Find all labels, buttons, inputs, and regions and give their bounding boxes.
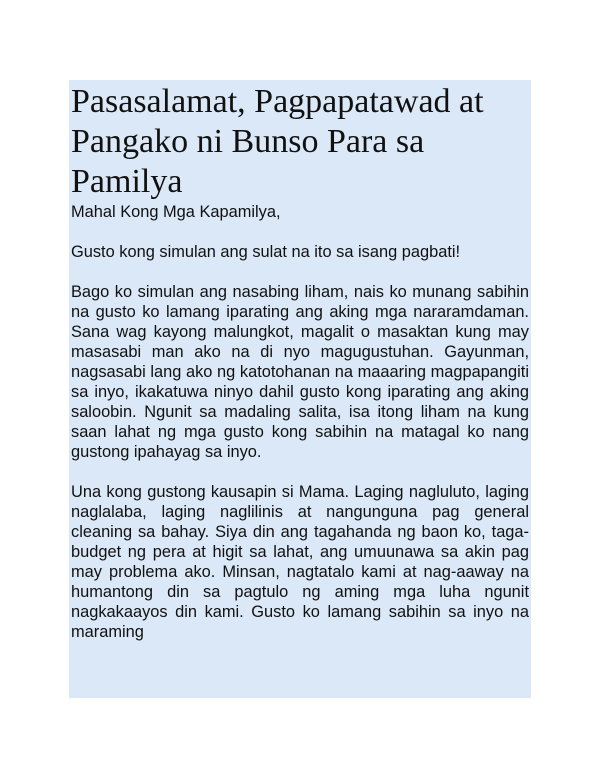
paragraph-mama: Una kong gustong kausapin si Mama. Laging nagluluto, laging naglalaba, laging naglilinis at nangunguna pag general cleaning sa bahay. Siya din ang tagahanda ng baon ko, taga-budget ng pera at higit sa lahat, ang umuunawa sa akin pag may problema ako. Minsan, nagtatalo kami at nag-aaway na humantong din sa pagtulo ng aming mga luha ngunit nagkakaayos din kami. Gusto ko lamang sabihin sa inyo na maraming	[71, 483, 529, 641]
letter-title: Pasasalamat, Pagpapatawad at Pangako ni Bunso Para sa Pamilya	[71, 83, 484, 200]
letter-content	[71, 82, 529, 642]
letter-salutation: Mahal Kong Mga Kapamilya,	[71, 203, 281, 221]
paragraph-greeting: Gusto kong simulan ang sulat na ito sa isang pagbati!	[71, 243, 461, 261]
paragraph-intro: Bago ko simulan ang nasabing liham, nais ko munang sabihin na gusto ko lamang iparating ang aking mga nararamdaman. Sana wag kayong malungkot, magalit o masaktan kung may masasabi man ako na di nyo magugustuhan. Gayunman, nagsasabi lang ako ng katotohanan na maaaring magpapangiti sa inyo, ikakatuwa ninyo dahil gusto kong iparating ang aking saloobin. Ngunit sa madaling salita, isa itong liham na kung saan lahat ng mga gusto kong sabihin na matagal ko nang gustong ipahayag sa inyo.	[71, 283, 529, 461]
